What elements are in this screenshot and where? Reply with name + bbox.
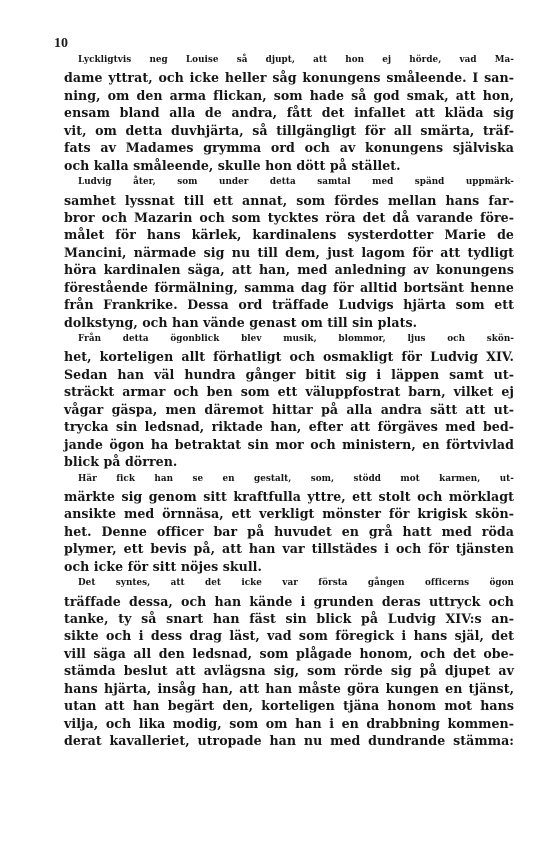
text-line: vågar gäspa, men däremot hittar på alla andra sätt att ut- <box>64 401 514 417</box>
text-line: dame yttrat, och icke heller såg konungens småleende. I san- <box>64 70 514 86</box>
text-line: het. Denne officer bar på huvudet en grå hatt med röda <box>64 523 514 539</box>
text-line: ning, om den arma flickan, som hade så god smak, att hon, <box>64 87 514 103</box>
text-line: derat kavalleriet, utropade han nu med dundrande stämma: <box>64 733 514 749</box>
text-line: Lyckligtvis neg Louise så djupt, att hon ej hörde, vad Ma- <box>78 55 514 65</box>
text-line: fats av Madames grymma ord och av konungens själviska <box>64 140 514 156</box>
text-line: sikte och i dess drag läst, vad som föregick i hans själ, det <box>64 628 514 644</box>
text-line: förestående förmälning, samma dag för alltid bortsänt henne <box>64 279 514 295</box>
text-line: sträckt armar och ben som ett väluppfostrat barn, vilket ej <box>64 384 514 400</box>
text-line: Ludvig åter, som under detta samtal med spänd uppmärk- <box>78 177 514 188</box>
text-line: från Frankrike. Dessa ord träffade Ludvigs hjärta som ett <box>64 297 514 313</box>
text-line: stämda beslut att avlägsna sig, som rörde sig på djupet av <box>64 663 514 679</box>
text-line: ensam bland alla de andra, fått det infallet att kläda sig <box>64 105 514 121</box>
text-line: och kalla småleende, skulle hon dött på stället. <box>64 157 401 173</box>
text-line: utan att han begärt den, korteligen tjäna honom mot hans <box>64 698 514 714</box>
text-line: Det syntes, att det icke var första gången officerns ögon <box>78 578 514 589</box>
text-line: målet för hans kärlek, kardinalens systerdotter Marie de <box>64 227 514 243</box>
text-line: jande ögon ha betraktat sin mor och ministern, en förtvivlad <box>64 436 514 452</box>
text-line: Från detta ögonblick blev musik, blommor, ljus och skön- <box>78 334 514 344</box>
text-line: vit, om detta duvhjärta, så tillgängligt för all smärta, träf- <box>64 122 514 138</box>
text-line: höra kardinalen säga, att han, med anledning av konungens <box>64 262 514 278</box>
text-line: trycka sin ledsnad, riktade han, efter att förgäves med bed- <box>64 419 514 435</box>
text-line: bror och Mazarin och som tycktes röra det då varande före- <box>64 209 514 225</box>
text-line: plymer, ett bevis på, att han var tillstädes i och för tjänsten <box>64 541 514 557</box>
text-line: blick på dörren. <box>64 454 178 470</box>
text-line: het, korteligen allt förhatligt och osmakligt för Ludvig XIV. <box>64 349 514 365</box>
text-line: Sedan han väl hundra gånger bitit sig i läppen samt ut- <box>64 366 514 382</box>
text-line: samhet lyssnat till ett annat, som fördes mellan hans far- <box>64 192 514 208</box>
text-line: märkte sig genom sitt kraftfulla yttre, ett stolt och mörklagt <box>64 488 514 504</box>
text-line: och icke för sitt nöjes skull. <box>64 558 262 574</box>
text-line: vill säga all den ledsnad, som plågade honom, och det obe- <box>64 645 514 661</box>
text-line: vilja, och lika modig, som om han i en drabbning kommen- <box>64 715 514 731</box>
text-line: ansikte med örnnäsa, ett verkligt mönster för krigisk skön- <box>64 506 514 522</box>
page-number: 10 <box>54 36 68 51</box>
text-line: dolkstyng, och han vände genast om till sin plats. <box>64 314 418 330</box>
text-line: Mancini, närmade sig nu till dem, just lagom för att tydligt <box>64 244 514 260</box>
text-line: träffade dessa, och han kände i grunden deras uttryck och <box>64 593 514 609</box>
text-line: tanke, ty så snart han fäst sin blick på Ludvig XIV:s an- <box>64 611 514 626</box>
body-text <box>64 52 514 750</box>
text-line: hans hjärta, insåg han, att han måste göra kungen en tjänst, <box>64 680 514 696</box>
text-line: Här fick han se en gestalt, som, stödd mot karmen, ut- <box>78 473 514 484</box>
